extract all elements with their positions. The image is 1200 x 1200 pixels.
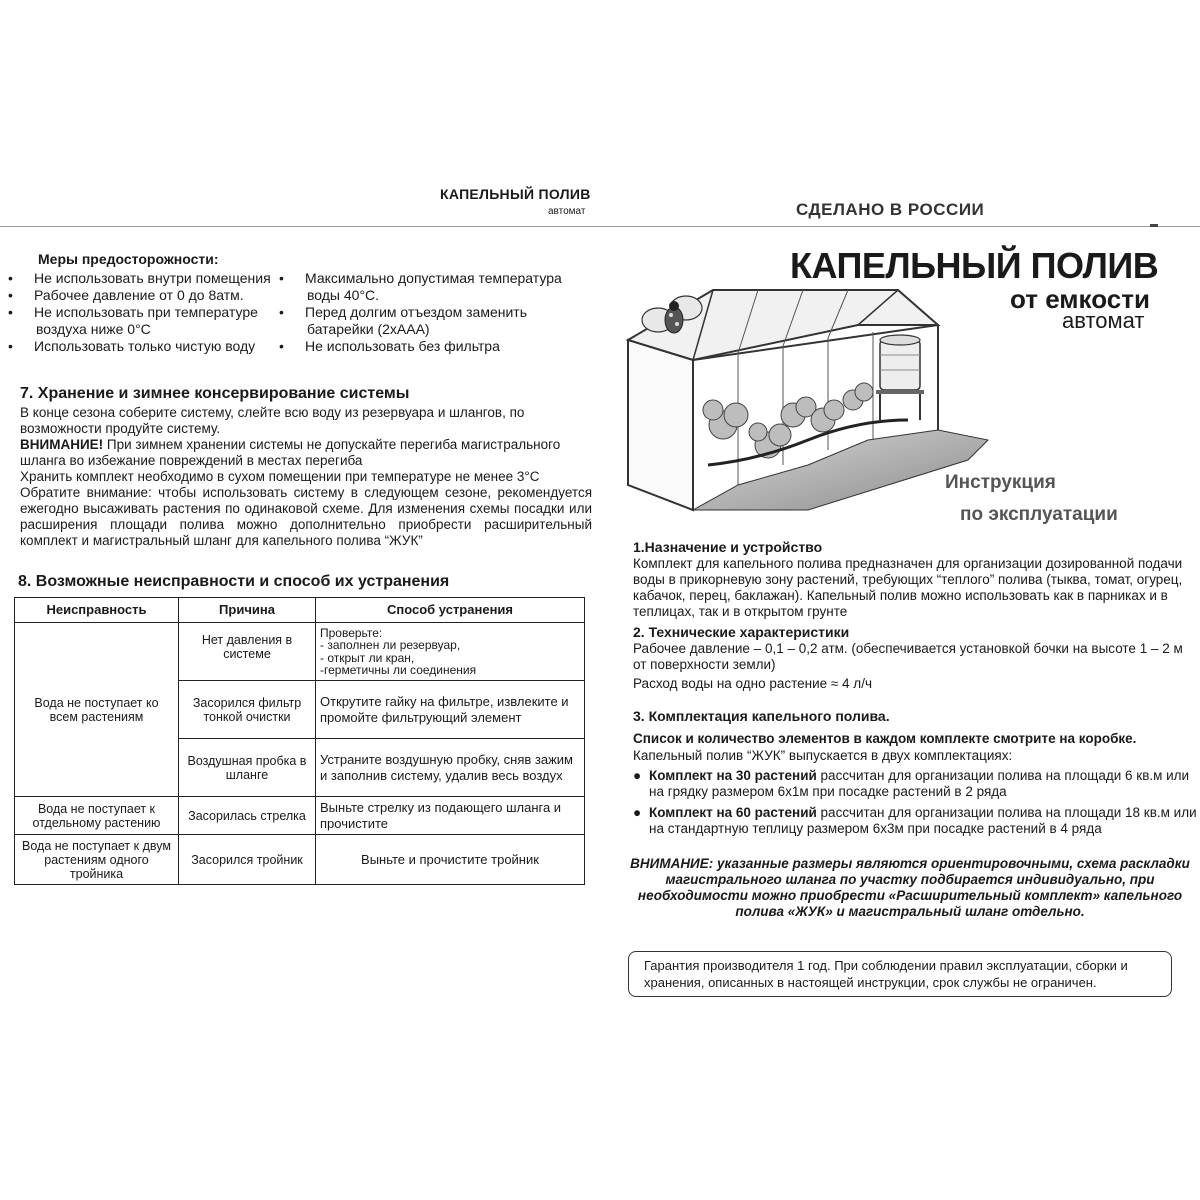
- main-title: КАПЕЛЬНЫЙ ПОЛИВ: [790, 245, 1159, 286]
- section-3-body: Капельный полив “ЖУК” выпускается в двух комплектациях:: [633, 748, 1013, 763]
- instruction-title-1: Инструкция: [945, 472, 1056, 493]
- bullet-icon: •: [8, 338, 13, 354]
- table-cell: Проверьте: - заполнен ли резервуар, - открыт ли кран, -герметичны ли соединения: [316, 623, 585, 681]
- table-cell: Засорилась стрелка: [179, 797, 316, 835]
- paragraph: Обратите внимание: чтобы использовать систему в следующем сезоне, рекомендуется ежегодно высаживать растения по одинаковой схеме. Для изменения схемы посадки или расширения площади полива можно дополнительно приобрести расширительный комплект и магистральный шланг для капельного полива “ЖУК”: [20, 485, 592, 548]
- left-header-title: КАПЕЛЬНЫЙ ПОЛИВ: [440, 186, 591, 202]
- table-header: Неисправность: [15, 598, 179, 623]
- bullet-icon: •: [8, 304, 13, 320]
- list-item: • Перед долгим отъездом заменить батарейки (2хААА): [279, 304, 528, 337]
- table-cell: Нет давления в системе: [179, 623, 316, 681]
- kit-30-item: ● Комплект на 30 растений рассчитан для организации полива на площади 6 кв.м или на грядку размером 6х1м при посадке растений в 2 ряда: [633, 768, 1190, 799]
- section-8-title: 8. Возможные неисправности и способ их устранения: [18, 573, 450, 590]
- table-row: [15, 835, 585, 885]
- list-item: • Не использовать без фильтра: [279, 338, 500, 354]
- bullet-icon: •: [8, 270, 13, 286]
- paragraph: В конце сезона соберите систему, слейте всю воду из резервуара и шлангов, по возможности продуйте систему.: [20, 405, 525, 436]
- table-cell: Засорился тройник: [179, 835, 316, 885]
- table-row: [15, 623, 585, 681]
- table-cell: Выньте стрелку из подающего шланга и прочистите: [316, 797, 585, 835]
- bullet-icon: •: [279, 304, 284, 320]
- bullet-icon: ●: [633, 768, 642, 783]
- section-2-body-2: Расход воды на одно растение ≈ 4 л/ч: [633, 676, 872, 691]
- table-header-row: [15, 598, 585, 623]
- list-item: • Максимально допустимая температура воды 40°С.: [279, 270, 562, 303]
- table-cell: Вода не поступает ко всем растениям: [15, 623, 179, 797]
- left-header-subtitle: автомат: [548, 206, 586, 217]
- list-item: • Не использовать при температуре воздуха ниже 0°С: [8, 304, 258, 337]
- list-item: • Рабочее давление от 0 до 8атм.: [8, 287, 244, 303]
- table-cell: Открутите гайку на фильтре, извлеките и промойте фильтрующий элемент: [316, 681, 585, 739]
- table-header: Причина: [179, 598, 316, 623]
- main-subtitle: от емкости: [1010, 284, 1150, 314]
- list-item: • Использовать только чистую воду: [8, 338, 256, 354]
- bullet-icon: •: [279, 338, 284, 354]
- precautions-list-1: [8, 270, 292, 355]
- kit-60-item: ● Комплект на 60 растений рассчитан для организации полива на площади 18 кв.м или на стандартную теплицу размером 6х3м при посадке растений в 4 ряда: [633, 805, 1197, 836]
- troubleshooting-table: [14, 597, 585, 885]
- guarantee-text: Гарантия производителя 1 год. При соблюдении правил эксплуатации, сборки и хранения, описанных в настоящей инструкции, срок службы не ограничен.: [644, 958, 1128, 990]
- section-7-title: 7. Хранение и зимнее консервирование системы: [20, 385, 410, 402]
- section-2-title: 2. Технические характеристики: [633, 624, 850, 640]
- warning-note: ВНИМАНИЕ: указанные размеры являются ориентировочными, схема раскладки магистрального шланга по участку подбирается индивидуально, при необходимости можно приобрести «Расширительный комплект» капельного полива «ЖУК» и магистральный шланг отдельно.: [630, 856, 1190, 919]
- section-7-body: [20, 405, 592, 549]
- warning-label: ВНИМАНИЕ!: [20, 437, 104, 452]
- table-cell: Вода не поступает к отдельному растению: [15, 797, 179, 835]
- instruction-title-2: по эксплуатации: [960, 504, 1118, 525]
- table-row: [15, 797, 585, 835]
- header-tick: [1150, 224, 1158, 227]
- table-cell: Воздушная пробка в шланге: [179, 739, 316, 797]
- section-3-note: Список и количество элементов в каждом комплекте смотрите на коробке.: [633, 731, 1137, 746]
- section-2-body-1: Рабочее давление – 0,1 – 0,2 атм. (обеспечивается установкой бочки на высоте 1 – 2 м от поверхности земли): [633, 641, 1183, 672]
- table-cell: Засорился фильтр тонкой очистки: [179, 681, 316, 739]
- bullet-icon: •: [8, 287, 13, 303]
- list-item: • Не использовать внутри помещения: [8, 270, 271, 286]
- main-subtitle-2: автомат: [1062, 308, 1145, 333]
- paragraph: ВНИМАНИЕ! При зимнем хранении системы не допускайте перегиба магистрального шланга во избежание повреждений в местах перегиба: [20, 437, 561, 468]
- section-1-title: 1.Назначение и устройство: [633, 539, 823, 555]
- precautions-title: Меры предосторожности:: [38, 251, 219, 267]
- table-cell: Вода не поступает к двум растениям одного тройника: [15, 835, 179, 885]
- made-in-russia: СДЕЛАНО В РОССИИ: [796, 200, 985, 219]
- bullet-icon: ●: [633, 805, 642, 820]
- table-header: Способ устранения: [316, 598, 585, 623]
- table-cell: Выньте и прочистите тройник: [316, 835, 585, 885]
- section-3-title: 3. Комплектация капельного полива.: [633, 708, 890, 724]
- bullet-icon: •: [279, 270, 284, 286]
- table-cell: Устраните воздушную пробку, сняв зажим и заполнив систему, удалив весь воздух: [316, 739, 585, 797]
- section-1-body: Комплект для капельного полива предназначен для организации дозированной подачи воды в прикорневую зону растений, требующих “теплого” полива (тыква, томат, огурец, кабачок, перец, баклажан). Капельный полив можно использовать как в парниках и в теплицах, так и в открытом грунте: [633, 556, 1183, 619]
- paragraph: Хранить комплект необходимо в сухом помещении при температуре не менее 3°С: [20, 469, 540, 484]
- precautions-list-2: [279, 270, 593, 355]
- header-divider: [0, 226, 1200, 227]
